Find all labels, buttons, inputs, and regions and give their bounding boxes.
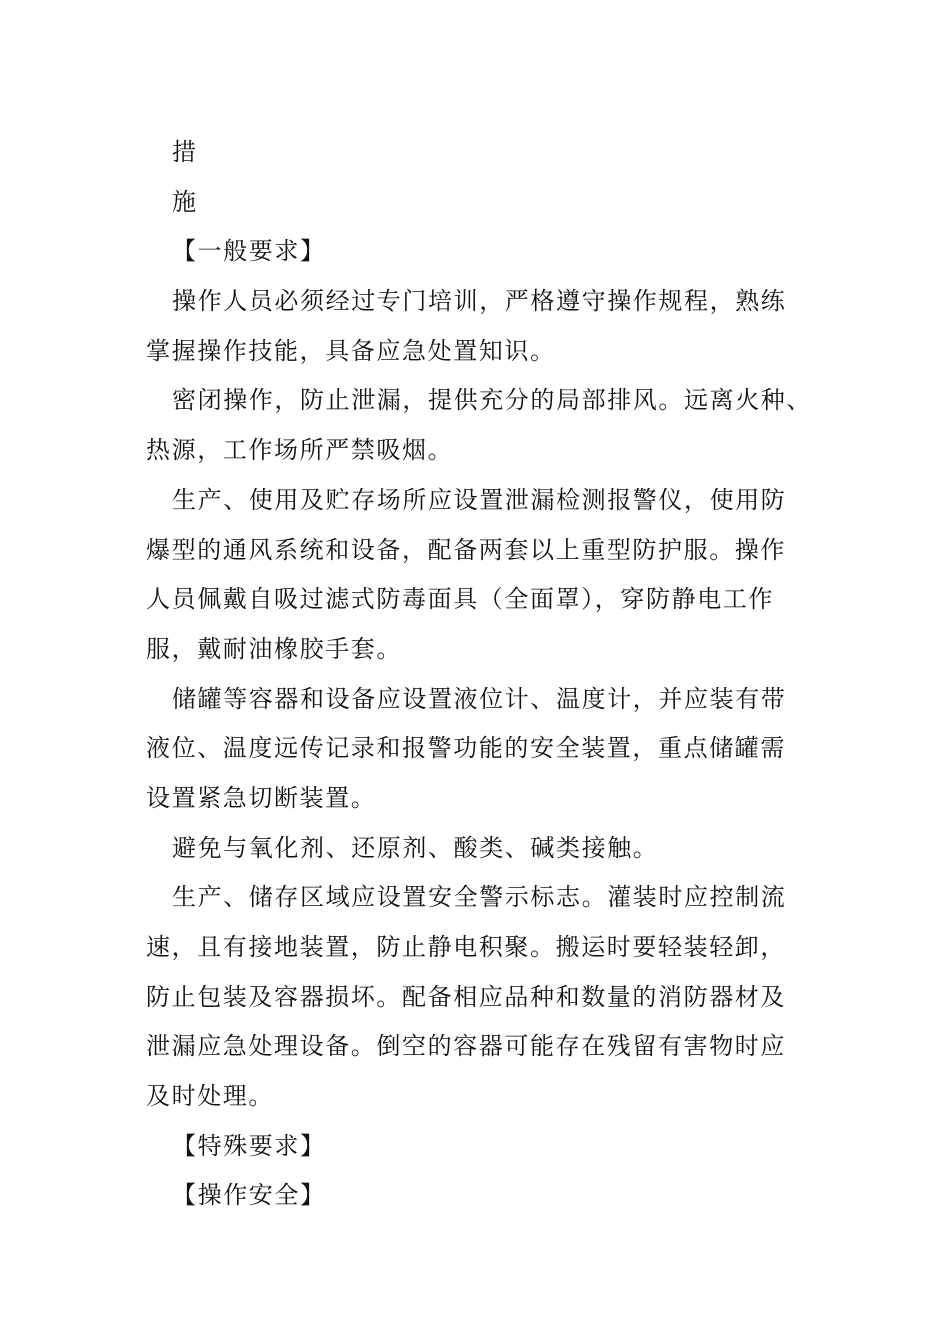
heading-char-2: 施 xyxy=(172,188,198,216)
paragraph-6-line-4: 泄漏应急处理设备。倒空的容器可能存在残留有害物时应 xyxy=(146,1032,786,1060)
paragraph-4-line-2: 液位、温度远传记录和报警功能的安全装置，重点储罐需 xyxy=(146,734,786,762)
paragraph-3-line-3: 人员佩戴自吸过滤式防毒面具（全面罩），穿防静电工作 xyxy=(146,585,774,613)
paragraph-4-line-1: 储罐等容器和设备应设置液位计、温度计，并应装有带 xyxy=(172,685,787,713)
paragraph-1-line-2: 掌握操作技能，具备应急处置知识。 xyxy=(146,337,556,365)
paragraph-3-line-4: 服，戴耐油橡胶手套。 xyxy=(146,635,402,663)
paragraph-2-line-1: 密闭操作，防止泄漏，提供充分的局部排风。远离火种、 xyxy=(172,386,812,414)
paragraph-6-line-1: 生产、储存区域应设置安全警示标志。灌装时应控制流 xyxy=(172,883,787,911)
paragraph-6-line-5: 及时处理。 xyxy=(146,1082,274,1110)
paragraph-1-line-1: 操作人员必须经过专门培训，严格遵守操作规程，熟练 xyxy=(172,287,787,315)
heading-char-1: 措 xyxy=(172,138,198,166)
paragraph-4-line-3: 设置紧急切断装置。 xyxy=(146,784,377,812)
operation-safety-title: 【操作安全】 xyxy=(172,1181,326,1209)
paragraph-5-line-1: 避免与氧化剂、还原剂、酸类、碱类接触。 xyxy=(172,834,659,862)
special-requirements-title: 【特殊要求】 xyxy=(172,1132,326,1160)
paragraph-3-line-2: 爆型的通风系统和设备，配备两套以上重型防护服。操作 xyxy=(146,536,786,564)
paragraph-6-line-2: 速，且有接地装置，防止静电积聚。搬运时要轻装轻卸， xyxy=(146,933,786,961)
general-requirements-title: 【一般要求】 xyxy=(172,237,326,265)
paragraph-2-line-2: 热源，工作场所严禁吸烟。 xyxy=(146,436,454,464)
paragraph-3-line-1: 生产、使用及贮存场所应设置泄漏检测报警仪，使用防 xyxy=(172,486,787,514)
paragraph-6-line-3: 防止包装及容器损坏。配备相应品种和数量的消防器材及 xyxy=(146,983,786,1011)
